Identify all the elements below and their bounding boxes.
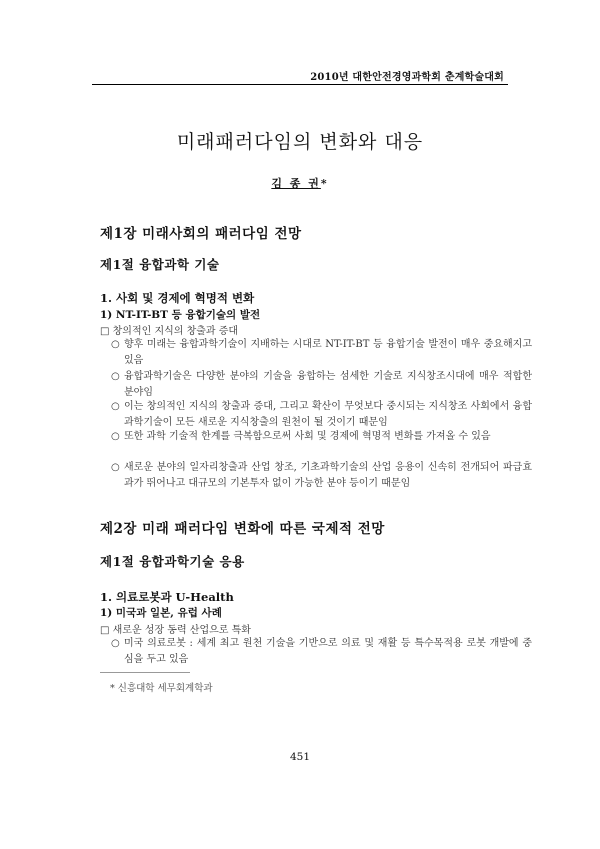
chapter-2-bullet-1	[111, 636, 532, 668]
bullet-mark: ○	[111, 371, 120, 382]
chapter-1-bullet-2	[111, 369, 532, 401]
author-name: 김 종 권	[271, 177, 321, 190]
header-rule	[92, 84, 508, 85]
chapter-1-bullet-3	[111, 399, 532, 431]
chapter-2-subheading-1-1: 1) 미국과 일본, 유럽 사례	[100, 607, 222, 619]
bullet-text: 융합과학기술은 다양한 분야의 기술을 융합하는 섬세한 기술로 지식창조시대에 매우 적합한 분야임	[124, 371, 532, 398]
bullet-mark: ○	[111, 401, 120, 412]
chapter-2-heading: 제2장 미래 패러다임 변화에 따른 국제적 전망	[100, 521, 385, 537]
chapter-1-heading: 제1장 미래사회의 패러다임 전망	[100, 226, 302, 242]
page-number: 451	[289, 751, 311, 763]
bullet-mark: ○	[111, 638, 120, 649]
author-affiliation-footnote: * 신흥대학 세무회계학과	[110, 683, 213, 694]
chapter-1-section-1-heading: 제1절 융합과학 기술	[100, 257, 220, 272]
chapter-1-bullet-5	[111, 460, 532, 492]
chapter-2-section-1-heading: 제1절 융합과학기술 응용	[100, 554, 245, 569]
chapter-2-box-item: □ 새로운 성장 동력 산업으로 특화	[100, 625, 251, 636]
chapter-1-subheading-1-1: 1) NT-IT-BT 등 융합기술의 발전	[100, 309, 261, 321]
chapter-1-subheading-1: 1. 사회 및 경제에 혁명적 변화	[100, 291, 255, 305]
chapter-1-bullet-4	[111, 429, 532, 445]
bullet-text: 새로운 분야의 일자리창출과 산업 창조, 기초과학기술의 산업 응용이 신속히 전개되어 파급효과가 뛰어나고 대규모의 기본투자 없이 가능한 분야 등이기 때문임	[124, 462, 532, 489]
chapter-1-bullet-1	[111, 337, 532, 369]
bullet-mark: ○	[111, 339, 120, 350]
bullet-mark: ○	[111, 431, 120, 442]
bullet-text: 향후 미래는 융합과학기술이 지배하는 시대로 NT-IT-BT 등 융합기술 발전이 매우 중요해지고 있음	[124, 339, 532, 366]
paper-title: 미래패러다임의 변화와 대응	[176, 131, 424, 153]
bullet-mark: ○	[111, 462, 120, 473]
author-footnote-mark: *	[320, 177, 329, 190]
chapter-2-subheading-1: 1. 의료로봇과 U-Health	[100, 590, 234, 604]
bullet-text: 이는 창의적인 지식의 창출과 증대, 그리고 확산이 무엇보다 중시되는 지식창조 사회에서 융합과학기술이 모든 새로운 지식창출의 원천이 될 것이기 때문임	[124, 401, 532, 428]
bullet-text: 또한 과학 기술적 한계를 극복함으로써 사회 및 경제에 혁명적 변화를 가져올 수 있음	[124, 431, 491, 442]
footnote-rule	[100, 672, 190, 673]
author-line	[0, 175, 600, 191]
running-header: 2010년 대한안전경영과학회 춘계학술대회	[310, 72, 504, 83]
bullet-text: 미국 의료로봇 : 세계 최고 원천 기술을 기반으로 의료 및 재활 등 특수목적용 로봇 개발에 중심을 두고 있음	[124, 638, 532, 665]
chapter-1-box-item: □ 창의적인 지식의 창출과 증대	[100, 326, 239, 337]
